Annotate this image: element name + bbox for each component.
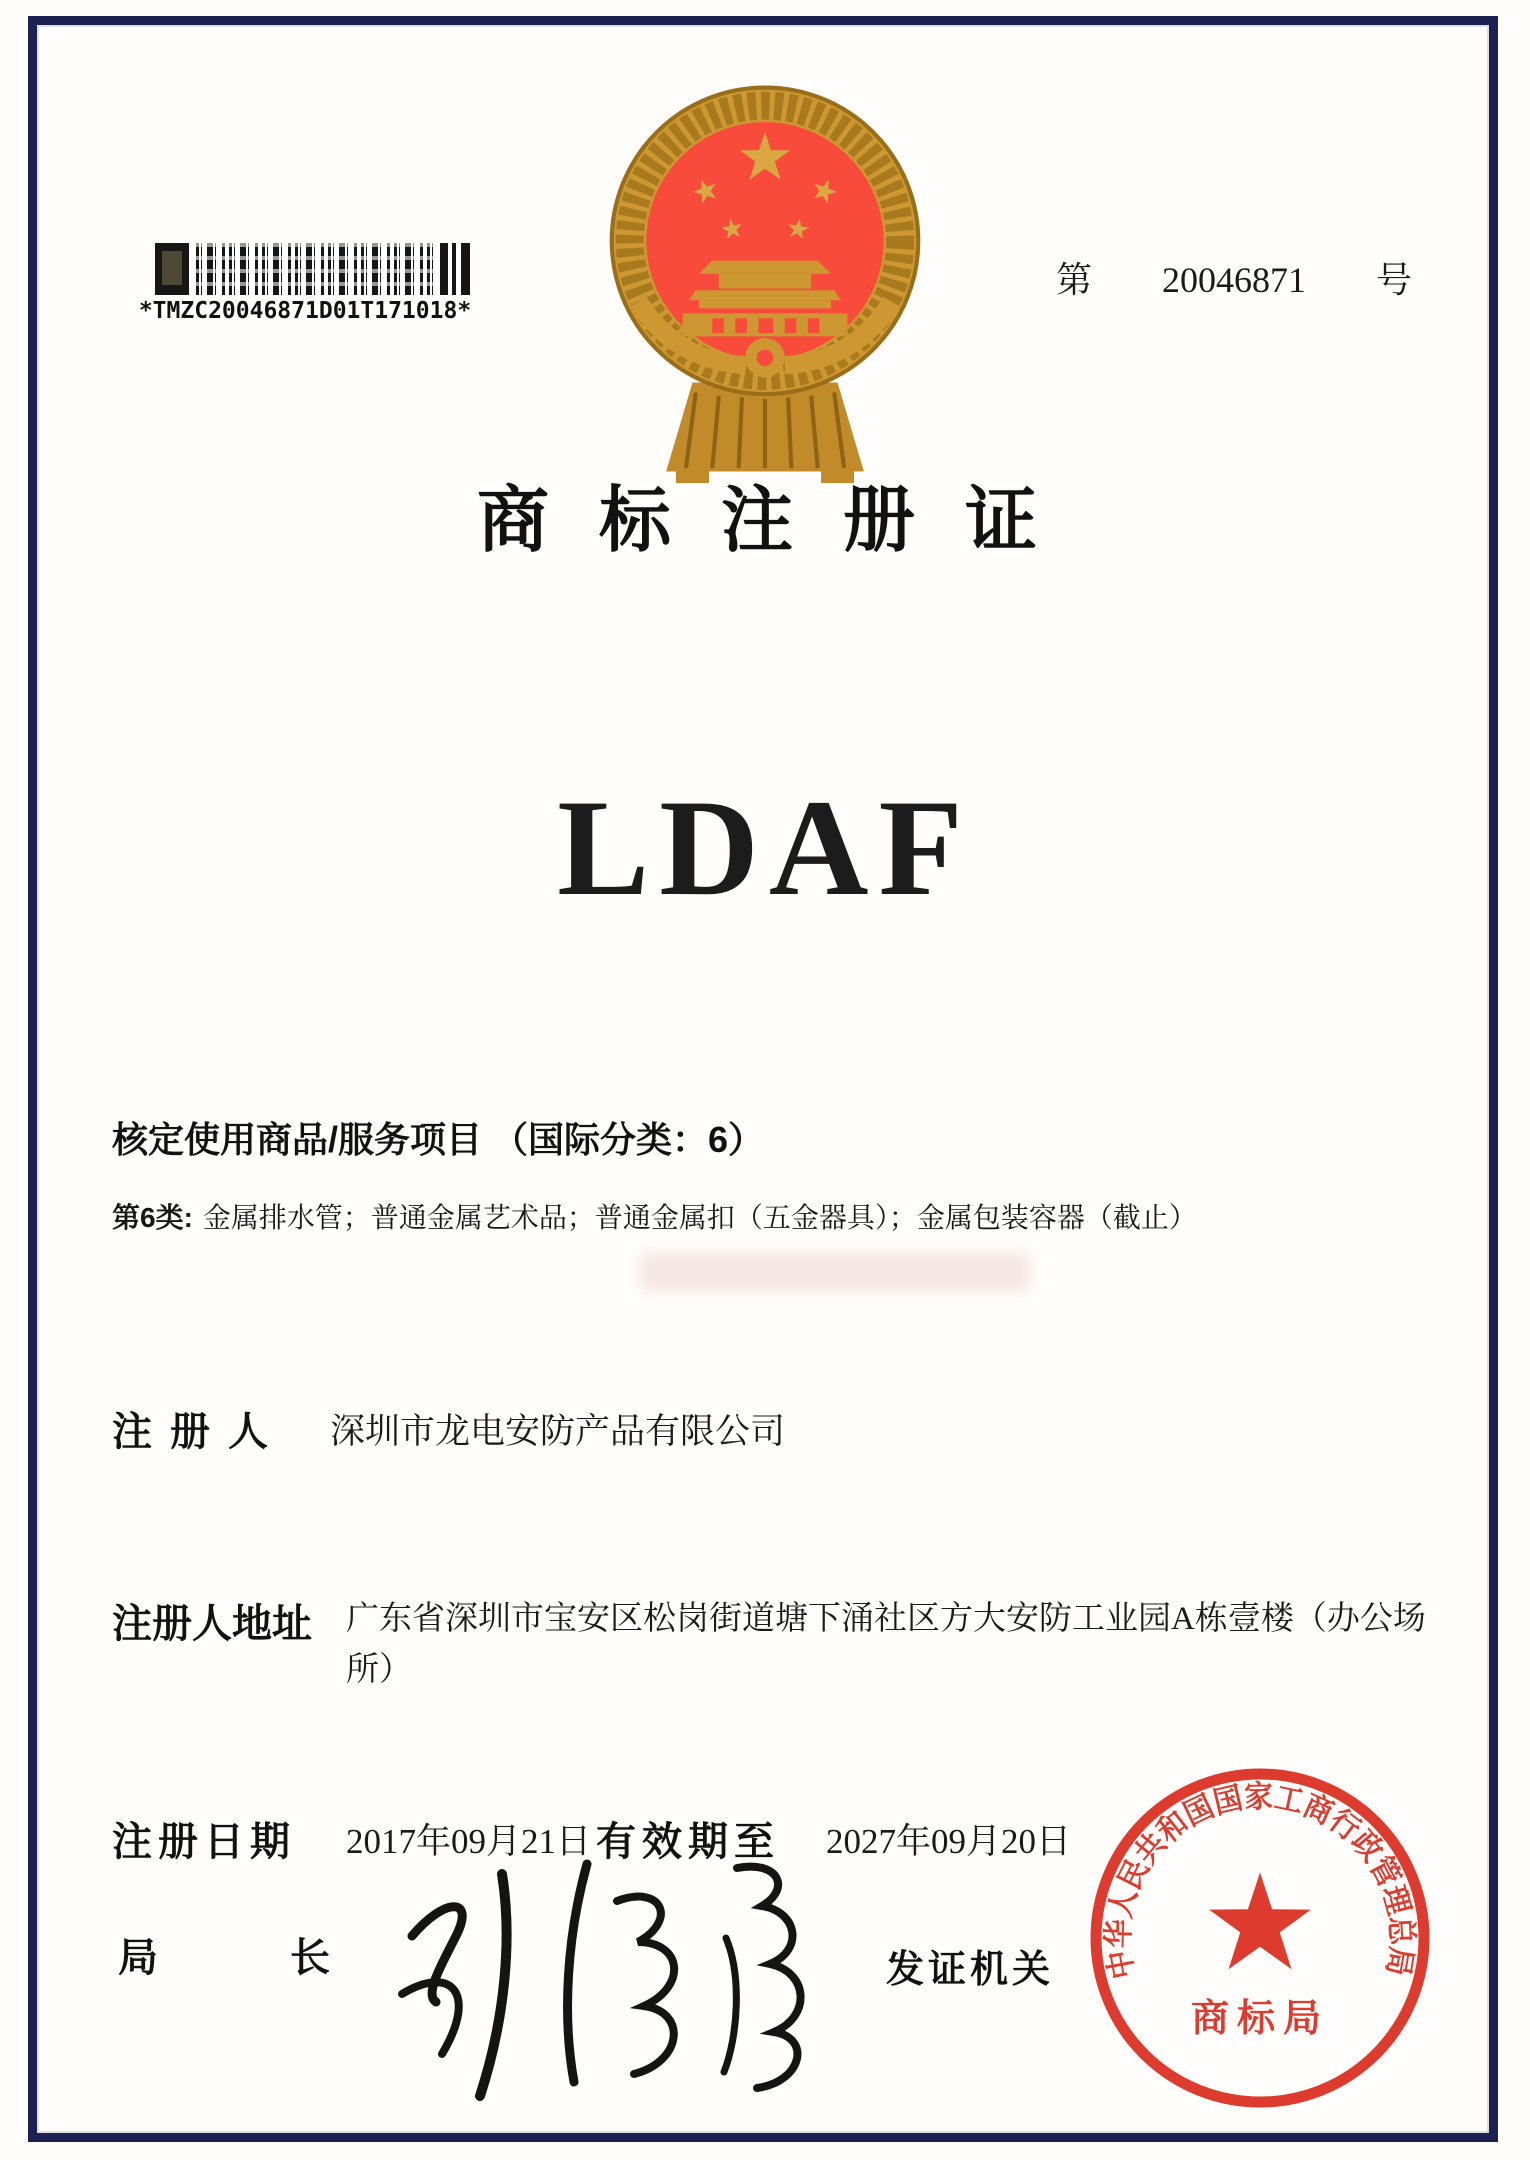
registration-date-label: 注册日期	[112, 1819, 296, 1864]
certificate-number-prefix: 第	[1056, 260, 1093, 300]
barcode-end-block	[440, 243, 470, 295]
certificate-number-row	[1056, 252, 1412, 303]
seal-bottom-text: 商标局	[1190, 1998, 1330, 2040]
certificate-title: 商 标 注 册 证	[476, 481, 1053, 561]
certificate-number-suffix: 号	[1375, 260, 1412, 300]
china-national-emblem-icon	[600, 76, 930, 488]
valid-until-value: 2027年09月20日	[826, 1822, 1072, 1861]
director-label-part1: 局	[118, 1935, 158, 1980]
certificate-number: 20046871	[1162, 260, 1306, 300]
trademark-office-seal-icon	[1085, 1763, 1435, 2113]
goods-services-line	[112, 1196, 1442, 1236]
goods-class-label: 第6类:	[112, 1202, 193, 1233]
trademark-text: LDAF	[557, 771, 973, 924]
barcode-text: *TMZC20046871D01T171018*	[138, 298, 472, 324]
seal-ring-text: 中华人民共和国国家工商行政管理总局	[1100, 1778, 1420, 1982]
registrant-label: 注 册 人	[112, 1409, 272, 1454]
barcode-start-block	[155, 243, 189, 295]
registrant-value: 深圳市龙电安防产品有限公司	[330, 1412, 786, 1451]
issuing-authority-label: 发证机关	[886, 1949, 1055, 1991]
valid-until-label: 有效期至	[596, 1819, 780, 1864]
registration-date-value: 2017年09月21日	[346, 1822, 592, 1861]
registrant-address-label: 注册人地址	[112, 1601, 312, 1646]
director-label-part2: 长	[290, 1935, 330, 1980]
registrant-address-value: 广东省深圳市宝安区松岗街道塘下涌社区方大安防工业园A栋壹楼（办公场所）	[346, 1601, 1426, 1689]
barcode-2d-icon	[196, 243, 436, 295]
director-signature	[382, 1846, 827, 2108]
goods-services-heading: 核定使用商品/服务项目 （国际分类：6）	[112, 1119, 765, 1160]
goods-items: 金属排水管；普通金属艺术品；普通金属扣（五金器具）；金属包装容器（截止）	[202, 1202, 1197, 1233]
scan-bleedthrough-artifact	[640, 1252, 1030, 1292]
